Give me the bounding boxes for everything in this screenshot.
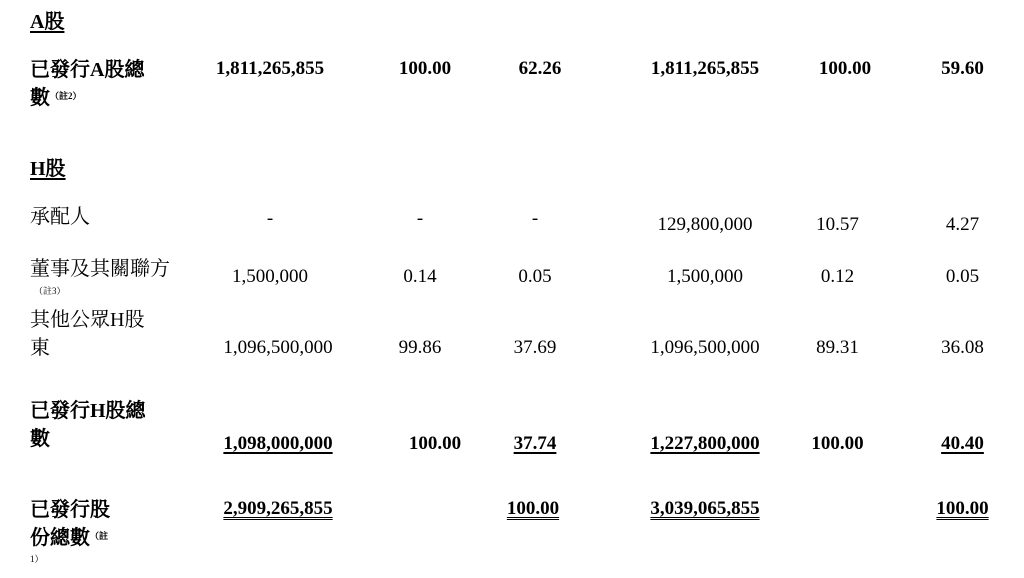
public-holders-value-6: 36.08 — [941, 337, 984, 358]
grand-total-value-3: 100.00 — [506, 498, 560, 519]
h-total-value-5: 100.00 — [811, 433, 864, 454]
a-total-value-4: 1,811,265,855 — [650, 58, 760, 79]
directors-value-2: 0.14 — [403, 266, 437, 287]
directors-value-4: 1,500,000 — [667, 266, 743, 287]
h-total-value-1: 1,098,000,000 — [223, 433, 333, 454]
placees-label: 承配人 — [30, 206, 90, 228]
h-total-value-2: 100.00 — [408, 433, 462, 454]
grand-total-note-line2: 1） — [30, 554, 44, 564]
a-total-value-2: 100.00 — [398, 58, 452, 79]
h-total-value-4: 1,227,800,000 — [650, 433, 760, 454]
public-holders-value-4: 1,096,500,000 — [650, 337, 760, 358]
h-total-label-line2: 數 — [30, 428, 50, 450]
grand-total-value-1: 2,909,265,855 — [223, 498, 333, 519]
grand-total-label: 已發行股 — [30, 499, 110, 521]
public-holders-label: 其他公眾H股 — [30, 309, 145, 331]
public-holders-value-5: 89.31 — [816, 337, 859, 358]
placees-value-1: - — [266, 208, 274, 229]
public-holders-label-line2: 東 — [30, 337, 50, 359]
a-total-value-5: 100.00 — [818, 58, 872, 79]
a-total-label-line2: 數$^{(註2)}$ — [30, 87, 82, 109]
a-total-note: （註2） — [50, 91, 82, 101]
placees-value-4: 129,800,000 — [657, 214, 753, 235]
a-total-value-3: 62.26 — [518, 58, 562, 79]
h-total-value-3: 37.74 — [513, 433, 557, 454]
directors-value-6: 0.05 — [945, 266, 980, 287]
h-total-value-6: 40.40 — [941, 433, 984, 454]
placees-value-6: 4.27 — [945, 214, 980, 235]
placees-value-5: 10.57 — [816, 214, 859, 235]
a-total-value-1: 1,811,265,855 — [215, 58, 325, 79]
grand-total-value-4: 3,039,065,855 — [650, 498, 760, 519]
grand-total-value-6: 100.00 — [936, 498, 989, 519]
public-holders-value-3: 37.69 — [513, 337, 557, 358]
a-total-value-6: 59.60 — [941, 58, 984, 79]
a-shares-heading: A股 — [30, 11, 65, 33]
directors-value-5: 0.12 — [820, 266, 855, 287]
directors-label: 董事及其關聯方 — [30, 258, 170, 280]
directors-value-1: 1,500,000 — [232, 266, 308, 287]
h-shares-heading: H股 — [30, 158, 66, 180]
grand-total-note: （註 — [90, 531, 109, 541]
directors-note: （註3） — [34, 286, 66, 296]
h-total-label: 已發行H股總 — [30, 400, 146, 422]
placees-value-3: - — [531, 208, 539, 229]
public-holders-value-1: 1,096,500,000 — [223, 337, 333, 358]
directors-value-3: 0.05 — [518, 266, 552, 287]
public-holders-value-2: 99.86 — [398, 337, 442, 358]
placees-value-2: - — [416, 208, 424, 229]
a-total-label: 已發行A股總 — [30, 59, 145, 81]
grand-total-label-line2: 份總數$^{(註}$ — [30, 527, 109, 549]
